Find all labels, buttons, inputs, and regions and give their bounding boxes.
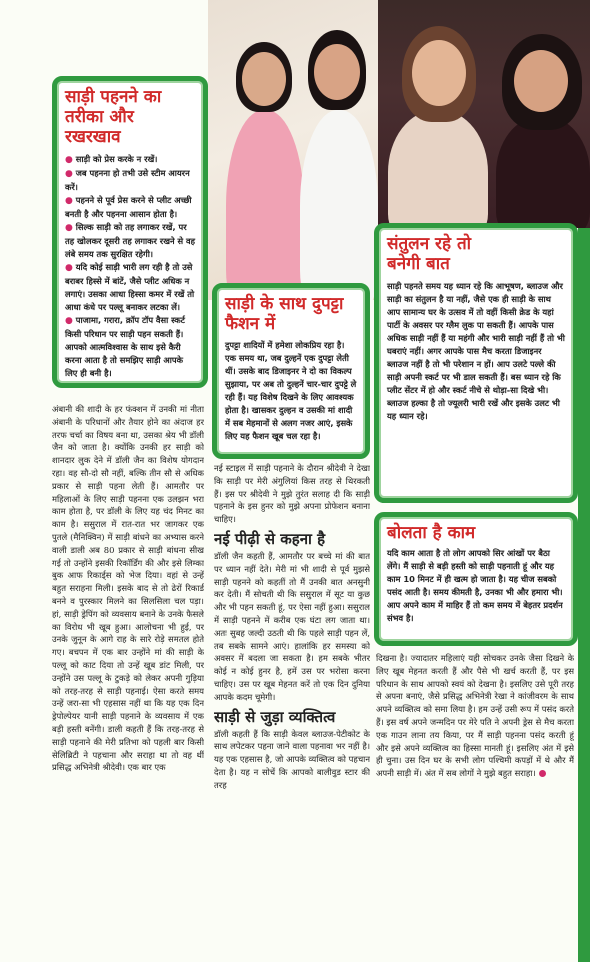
work-box-text: यदि काम आता है तो लोग आपको सिर आंखों पर बैठा लेंगे। मैं साड़ी से बड़ी हस्ती को साड़ी पहनाती हूं और यह काम 10 मिनट में ही खत्म हो जाता है। यह चीज सबको पसंद आती है। समय कीमती है, उनका भी और हमारा भी। आप अपने काम में माहिर हैं तो कम समय में बेहतर प्रदर्शन संभव है।	[387, 548, 563, 623]
work-box	[374, 512, 578, 646]
balance-box	[374, 223, 578, 503]
tips-list	[65, 153, 195, 380]
right-accent-bar	[578, 228, 590, 962]
list-item: ● जब पहनना हो तभी उसे स्टीम आयरन करें।	[65, 168, 190, 192]
work-box-title: बोलता है काम	[387, 523, 476, 543]
paragraph: नई स्टाइल में साड़ी पहनाने के दौरान श्रीदेवी ने देखा कि साड़ी पर मेरी अंगुलियां किस तरह से थिरकती हैं। इस पर श्रीदेवी ने मुझे तुरंत सलाह दी कि साड़ी पहनाने के इस हुनर को मुझे अपना प्रोफेशन बनाना चाहिए।	[214, 463, 370, 525]
face	[514, 50, 568, 112]
face	[314, 44, 360, 100]
list-item: ● सिल्क साड़ी को तह लगाकर रखें, पर तह खोलकर दूसरी तह लगाकर रखने से वह लंबे समय तक सुरक्षित रहेगी।	[65, 222, 195, 259]
paragraph: अंबानी की शादी के हर फंक्शन में उनकी मां नीता अंबानी के परिधानों और तैयार होने का अंदाज हर तरफ चर्चा का विषय बना था, उसका श्रेय भी डॉली जैन को जाता है। क्योंकि उनकी हर साड़ी को शानदार लुक देने में डॉली जैन का विशेष योगदान रहा। वह सौ-दो सौ नहीं, बल्कि तीन सौ से अधिक प्रकार से साड़ी पहना लेती हैं। आमतौर पर महिलाओं के लिए साड़ी पहनना एक उलझन भरा काम होता है, पर डॉली के लिए यह चंद मिनट का काम है। ससुराल में रात-रात भर जागकर एक पुतले (मैनिक्विन) में साड़ी बांधने का अभ्यास करने वाली डाली अब 80 प्रकार से साड़ी बांधना सीख गई तो उन्होंने इसकी रिकॉर्डिंग की और इसे लिम्का बुक आफ रिकार्ड्स को भेज दिया। वहां से उन्हें बहुत सराहना मिली। इसके बाद से तो ढेरों रिकार्ड बनने व पुरस्कार मिलने का सिलसिला चल पड़ा। हां, साड़ी ड्रेपिंग को व्यवसाय बनाने के उनके फैसले का विरोध भी खूब हुआ। आलोचना भी हुई, पर उनके जुनून के आगे राह के सारे रोड़े समतल होते गए। बचपन में एक बार उन्होंने मां की साड़ी के पल्लू को काट दिया तो उन्हें खूब डांट मिली, पर उन्होंने उस पल्लू के टुकड़े को लेकर अपनी गुड़िया को तरह-तरह से साड़ी पहनाई। ऐसा करते समय उन्हें जरा-सा भी एहसास नहीं था कि यह एक दिन ड्रेपोल्पेयर यानी साड़ी पहनाने के व्यवसाय में एक बड़ी हस्ती बनेंगी। डाली कहती हैं कि तरह-तरह से साड़ी पहनाने की मेरी प्रतिभा को पहली बार किसी सेलिब्रिटी ने पहचाना और सराहा था तो वह थीं प्रसिद्ध अभिनेत्री श्रीदेवी। एक बार एक	[52, 404, 204, 773]
article-column-3	[376, 652, 574, 958]
list-item: ● पहनने से पूर्व प्रेस करने से प्लीट अच्छी बनती है और पहनना आसान होता है।	[65, 195, 192, 219]
list-item: ● यदि कोई साड़ी भारी लग रही है तो उसे बराबर हिस्से में बांटें, जैसे प्लीट अधिक न लगाएं। उसका आधा हिस्सा कमर में रखें तो आधा कंधे पर पल्लू बनाकर लटका लें।	[65, 262, 195, 312]
face	[412, 40, 466, 106]
dark-outfit-figure	[496, 116, 590, 228]
list-item: ● साड़ी को प्रेस करके न रखें।	[65, 154, 158, 165]
tips-box	[52, 76, 208, 388]
paragraph: दिखना है। ज्यादातर महिलाएं यही सोचकर उनके जैसा दिखने के लिए खूब मेहनत करती हैं और पैसे भी खर्च करती हैं, पर इस परिधान के साथ आपको स्वयं को देखना है। इसलिए उसे पूरी तरह से अपना बनाएं, जैसे प्रसिद्ध अभिनेत्री रेखा ने कांजीवरम के साथ अपने व्यक्तित्व को समा लिया है। हम उन्हें उसी रूप में पसंद करते हैं। इस वर्ष अपने जन्मदिन पर मेरे पति ने अपनी ड्रेस से मैच करता एक गाउन लाना तय किया, पर मैं साड़ी पहनना पसंद करती हूं और इसे अपने व्यक्तित्व का हिस्सा मानती हूं। इसलिए अंत में इसे ही चुना। उस दिन घर के सभी लोग पश्चिमी कपड़ों में थे और मैं अपनी साड़ी में। अंत में सब लोगों ने मुझे बहुत सराहा।	[376, 653, 574, 779]
dupatta-box	[212, 283, 370, 459]
balance-box-text: साड़ी पहनते समय यह ध्यान रहे कि आभूषण, ब्लाउज और साड़ी का संतुलन है या नहीं, जैसे एक ही साड़ी के साथ आप सामान्य घर के उत्सव में तो वहीं किसी क्रेड के यहां पार्टी के अवसर पर ग्लैम लुक पा सकती हैं। आपके पास अधिक साड़ी नहीं हैं या महंगी और भारी साड़ी नहीं हैं तो भी घबराएं नहीं। अगर आपके पास मैच करता डिजाइनर ब्लाउज नहीं है तो भी परेशान न हों। आप उलटे पल्ले की साड़ी अपनी स्कर्ट पर भी डाल सकती हैं। बस ध्यान रहे कि प्लीट सेंटर में हो और स्कर्ट नीचे से थोड़ा-सा दिखे भी। ब्लाउज हल्का है तो ज्यूलरी भारी रखें और इसके उलट भी यह ध्यान रहे।	[387, 281, 565, 421]
outfit-figure	[388, 110, 488, 228]
dupatta-box-text: दुपट्टा शादियों में हमेशा लोकप्रिय रहा है। एक समय था, जब दुल्हनें एक दुपट्टा लेती थीं। उसके बाद डिजाइनर ने दो का विकल्प सुझाया, पर अब तो दुल्हनें चार-चार दुपट्टे ले रही हैं। यह विशेष दिखने के लिए आवश्यक होता है। खासकर दुल्हन व उसकी मां शादी में सब मेहमानों से अलग नजर आएं, इसके लिए यह फैशन खूब चल रहा है।	[225, 340, 357, 441]
subheading: साड़ी से जुड़ा व्यक्तित्व	[214, 707, 336, 726]
face	[242, 52, 286, 106]
photo-madhuri-dolly	[378, 0, 590, 228]
paragraph: डॉली कहती हैं कि साड़ी केवल ब्लाउज-पेटीकोट के साथ लपेटकर पहना जाने वाला पहनावा भर नहीं है। यह एक एहसास है, जो आपके व्यक्तित्व को पहचान देता है। यह न सोचें कि आपको बालीवुड स्टार की तरह	[214, 728, 370, 790]
white-outfit-figure	[300, 110, 378, 300]
dupatta-box-title: साड़ी के साथ दुपट्टा फैशन में	[225, 294, 344, 334]
saree-figure	[226, 110, 304, 300]
article-column-1	[52, 403, 204, 958]
paragraph: डॉली जैन कहती हैं, आमतौर पर बच्चे मां की बात पर ध्यान नहीं देते। मेरी मां भी शादी से पूर्व मुझसे साड़ी पहनने को कहतीं तो मैं उनकी बात अनसुनी कर देती। मैं सोचती थी कि ससुराल में सूट या कुछ और भी पहन सकती हूं, पर ऐसा नहीं हुआ। ससुराल में साड़ी पहनने में करीब एक घंटा लग जाता था। अतः सुबह जल्दी उठती थी कि पहले साड़ी पहन लें, तब सबके सामने आएं। हालांकि हर समस्या को अवसर में बदला जा सकता है। हम सबके भीतर कोई न कोई हुनर है, हमें उस पर भरोसा करना चाहिए। उस पर खूब मेहनत करें तो एक दिन दुनिया आपके कदम चूमेगी।	[214, 550, 370, 702]
article-column-2	[214, 462, 370, 958]
subheading: नई पीढ़ी से कहना है	[214, 529, 326, 548]
list-item: ● पाजामा, गरारा, क्रॉप टॉप वैसा स्कर्ट किसी परिधान पर साड़ी पहन सकती हैं। आपको आत्मविश्वास के साथ इसे कैरी करना आता है तो समझिए साड़ी आपके लिए ही बनी है।	[65, 315, 185, 378]
photo-sridevi-dolly	[208, 0, 378, 300]
end-mark-icon	[539, 770, 546, 777]
balance-box-title: संतुलन रहे तो बनेगी बात	[387, 234, 472, 274]
tips-box-title: साड़ी पहनने का तरीका और रखरखाव	[65, 87, 162, 147]
